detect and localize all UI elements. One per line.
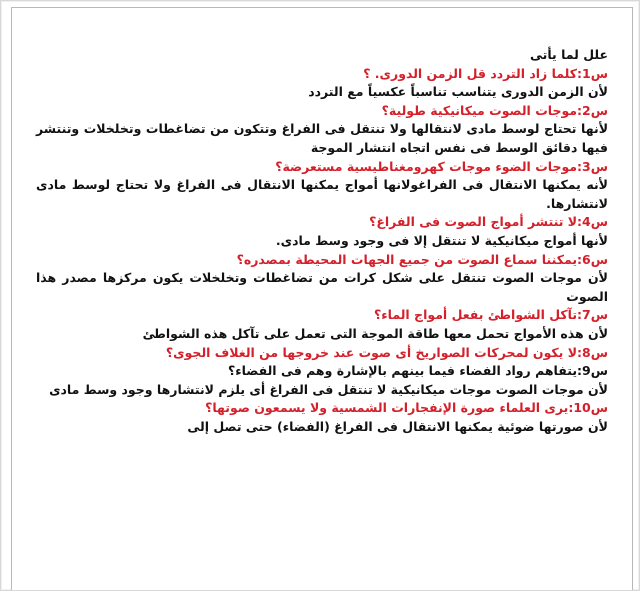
answer-3: لأنه يمكنها الانتقال فى الفراغولانها أمواج يمكنها الانتقال فى الفراغ ولا تحتاج لوسط مادى لانتشارها. <box>36 177 608 211</box>
answer-1: لأن الزمن الدورى يتناسب تناسباً عكسياً مع التردد <box>308 84 608 100</box>
answer-9: لأن موجات الصوت موجات ميكانيكية لا تنتقل فى الفراغ أى يلزم لانتشارها وجود وسط مادى <box>49 381 608 397</box>
question-1: س1:كلما زاد التردد قل الزمن الدورى. ؟ <box>363 65 608 81</box>
item-9 <box>36 362 608 399</box>
question-10: س10:يرى العلماء صورة الإنفجارات الشمسية ولا يسمعون صوتها؟ <box>205 400 608 416</box>
item-6 <box>36 251 608 307</box>
answer-6: لأن موجات الصوت تنتقل على شكل كرات من تضاغطات وتخلخلات يكون مركزها مصدر هذا الصوت <box>36 270 608 304</box>
item-1 <box>36 65 608 102</box>
answer-2: لأنها تحتاج لوسط مادى لانتقالها ولا تنتقل فى الفراغ وتتكون من تضاغطات وتخلخلات وتنتشر فيها دقائق الوسط فى نفس اتجاه انتشار الموجة <box>36 121 608 155</box>
question-6: س6:يمكننا سماع الصوت من جميع الجهات المحيطة بمصدره؟ <box>236 251 608 267</box>
item-3 <box>36 158 608 214</box>
answer-4: لأنها أمواج ميكانيكية لا تنتقل إلا فى وجود وسط مادى. <box>275 232 608 248</box>
item-10 <box>36 399 608 436</box>
item-2 <box>36 102 608 158</box>
item-8 <box>36 344 608 363</box>
section-heading: علل لما يأتى <box>530 47 608 62</box>
answer-10: لأن صورتها ضوئية يمكنها الانتقال فى الفراغ (الفضاء) حتى تصل إلى <box>187 418 608 434</box>
question-2: س2:موجات الصوت ميكانيكية طولية؟ <box>381 102 608 118</box>
question-3: س3:موجات الضوء موجات كهرومغناطيسية مستعرضة؟ <box>275 158 608 174</box>
question-7: س7:تآكل الشواطئ بفعل أمواج الماء؟ <box>374 307 608 323</box>
question-8: س8:لا يكون لمحركات الصواريخ أى صوت عند خروجها من الغلاف الجوى؟ <box>165 344 608 360</box>
document-sheet <box>11 7 633 590</box>
document-content <box>36 46 608 436</box>
answer-7: لأن هذه الأمواج تحمل معها طاقة الموجة التى تعمل على تآكل هذه الشواطئ <box>142 325 608 341</box>
question-4: س4:لا تنتشر أمواج الصوت فى الفراغ؟ <box>369 214 608 230</box>
item-4 <box>36 213 608 250</box>
question-9: س9:يتفاهم رواد الفضاء فيما بينهم بالإشارة وهم فى الفضاء؟ <box>227 363 608 379</box>
item-7 <box>36 306 608 343</box>
